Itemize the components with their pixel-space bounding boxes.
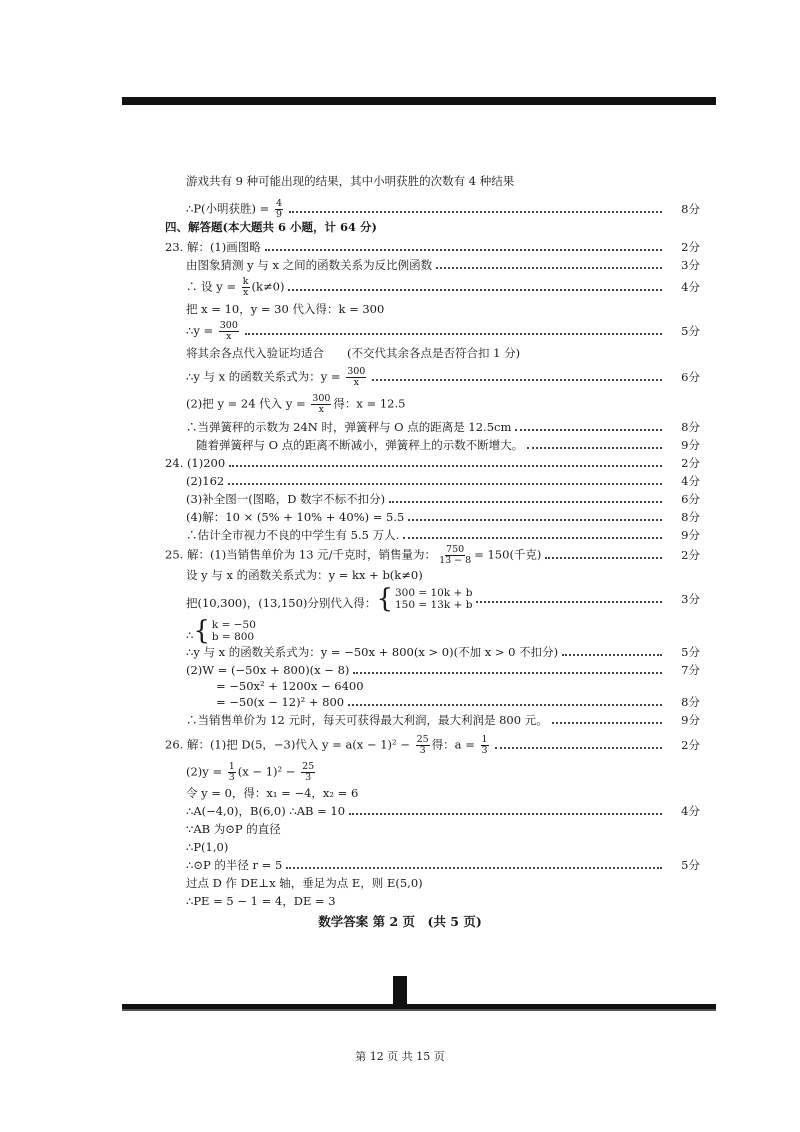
dot-leader [228, 482, 662, 485]
line-text [165, 735, 491, 756]
line-text: ∴当销售单价为 12 元时，每天可获得最大利润，最大利润是 800 元。 [186, 713, 548, 727]
score-mark: 8分 [681, 420, 700, 434]
answer-line [186, 584, 700, 614]
score-mark: 9分 [681, 528, 700, 542]
answer-line [165, 733, 700, 756]
score-mark: 8分 [681, 510, 700, 524]
text-line [186, 874, 700, 892]
equation-row: k = −50 [211, 619, 256, 631]
line-text: (2)162 [186, 474, 225, 488]
fraction [275, 199, 283, 220]
equation-stack [395, 587, 472, 611]
numerator: 25 [302, 760, 315, 772]
answer-line [186, 643, 700, 661]
text-part: = 150(千克) [474, 547, 542, 561]
dot-leader [286, 866, 662, 869]
answer-line [186, 472, 700, 490]
answer-line [186, 319, 700, 342]
dot-leader [265, 248, 662, 251]
text-line [186, 566, 700, 584]
score-mark: 4分 [681, 804, 700, 818]
section-heading [165, 218, 700, 236]
fraction [301, 762, 315, 783]
dot-leader [495, 746, 662, 749]
answer-line [216, 693, 700, 711]
numerator: 750 [446, 543, 465, 555]
dot-leader [353, 671, 662, 674]
text-line [186, 838, 700, 856]
line-text [186, 618, 256, 644]
text-part: (2)把 y = 24 代入 y = [186, 396, 310, 410]
fraction [219, 321, 239, 342]
answer-line [186, 418, 700, 436]
denominator: 3 [481, 744, 488, 756]
numerator: 25 [416, 733, 429, 745]
equation-row: 150 = 13k + b [394, 599, 473, 611]
equation-system [193, 618, 256, 644]
text-part: (2)y = [186, 764, 226, 778]
text-part: ∴P(小明获胜) = [186, 201, 273, 215]
page-footer-title: 数学答案 第 2 页 (共 5 页) [318, 914, 482, 929]
line-text: (2)W = (−50x + 800)(x − 8) [186, 663, 350, 677]
text-part: (k≠0) [251, 279, 285, 293]
numerator: 300 [347, 365, 366, 377]
answer-line [186, 365, 700, 388]
numerator: 300 [219, 319, 238, 331]
line-text: (4)解：10 × (5% + 10% + 40%) = 5.5 [186, 510, 405, 524]
fraction [438, 545, 472, 566]
dot-leader [403, 536, 662, 539]
numerator: 1 [228, 760, 235, 772]
text-part: ∴y 与 x 的函数关系式为：y = [186, 369, 345, 383]
score-mark: 4分 [681, 280, 700, 294]
answer-line [165, 238, 700, 256]
text-part: 25. 解：(1)当销售单价为 13 元/千克时，销售量为： [165, 547, 437, 561]
equation-stack [212, 619, 256, 643]
line-text [186, 199, 285, 220]
fraction [311, 394, 331, 415]
line-text: ∴PE = 5 − 1 = 4，DE = 3 [186, 894, 336, 908]
line-text: ∴当弹簧秤的示数为 24N 时，弹簧秤与 O 点的距离是 12.5cm [186, 420, 512, 434]
denominator: 9 [275, 208, 283, 220]
text-part: 把(10,300)，(13,150)分别代入得： [186, 596, 377, 610]
text-line [186, 784, 700, 802]
dot-leader [545, 556, 662, 559]
dot-leader [288, 288, 662, 291]
line-text: 设 y 与 x 的函数关系式为：y = kx + b(k≠0) [186, 568, 423, 582]
equation-row: b = 800 [211, 631, 255, 643]
answer-line [186, 256, 700, 274]
answer-line [186, 802, 700, 820]
dot-leader [552, 721, 662, 724]
top-rule [122, 97, 716, 105]
line-text: 将其余各点代入验证均适合 (不交代其余各点是否符合扣 1 分) [186, 346, 521, 360]
answer-line [165, 454, 700, 472]
dot-leader [515, 428, 662, 431]
dot-leader [229, 464, 662, 467]
denominator: 3 [305, 771, 312, 783]
fraction [228, 762, 236, 783]
dot-leader [527, 446, 662, 449]
line-text [186, 321, 241, 342]
text-line [186, 760, 700, 783]
text-line [186, 392, 700, 415]
line-text: ∴估计全市视力不良的中学生有 5.5 万人. [186, 528, 400, 542]
text-part: 26. 解：(1)把 D(5，−3)代入 y = a(x − 1)² − [165, 737, 414, 751]
text-part: 得：x = 12.5 [333, 396, 406, 410]
line-text [186, 277, 284, 298]
score-mark: 2分 [681, 738, 700, 752]
dot-leader [349, 812, 662, 815]
brace-symbol: { [376, 584, 393, 614]
denominator: 3 [228, 771, 235, 783]
brace-symbol: { [193, 616, 210, 646]
dot-leader [436, 266, 662, 269]
line-text: 令 y = 0，得：x₁ = −4，x₂ = 6 [186, 786, 359, 800]
score-mark: 9分 [681, 713, 700, 727]
fraction [242, 277, 250, 298]
answer-line [186, 856, 700, 874]
denominator: x [318, 403, 325, 415]
line-text: 四、解答题(本大题共 6 小题，计 64 分) [165, 220, 377, 234]
bottom-rule-shadow [122, 1009, 716, 1011]
numerator: k [242, 275, 249, 287]
denominator: x [226, 330, 232, 342]
line-text: 过点 D 作 DE⊥x 轴，垂足为点 E，则 E(5,0) [186, 876, 423, 890]
fraction [416, 735, 430, 756]
denominator: 3 [419, 744, 426, 756]
denominator: x [242, 286, 249, 298]
score-mark: 8分 [681, 202, 700, 216]
dot-leader [348, 703, 662, 706]
line-text [186, 394, 405, 415]
answer-line [186, 197, 700, 220]
line-text: = −50(x − 12)² + 800 [216, 695, 345, 709]
numerator: 300 [312, 392, 331, 404]
line-text: 23. 解：(1)画图略 [165, 240, 261, 254]
score-mark: 2分 [681, 548, 700, 562]
score-mark: 6分 [681, 370, 700, 384]
score-mark: 5分 [681, 858, 700, 872]
line-text [186, 762, 317, 783]
line-text: 把 x = 10，y = 30 代入得：k = 300 [186, 302, 385, 316]
line-text [165, 545, 541, 566]
line-text: 24. (1)200 [165, 456, 226, 470]
line-text: ∴y 与 x 的函数关系式为：y = −50x + 800(x > 0)(不加 x > 0 不扣分) [186, 645, 559, 659]
score-mark: 6分 [681, 492, 700, 506]
fraction [481, 735, 489, 756]
denominator: x [353, 376, 359, 388]
text-part: (x − 1)² − [237, 764, 300, 778]
score-mark: 5分 [681, 645, 700, 659]
binding-mark [393, 976, 407, 1006]
text-line [186, 300, 700, 318]
answer-line [165, 543, 700, 566]
score-mark: 3分 [681, 592, 700, 606]
score-mark: 9分 [681, 438, 700, 452]
denominator: 13 − 8 [439, 554, 472, 566]
line-text: ∴A(−4,0)，B(6,0) ∴AB = 10 [186, 804, 346, 818]
line-text [186, 367, 368, 388]
line-text: = −50x² + 1200x − 6400 [216, 679, 364, 693]
answer-line [196, 436, 700, 454]
line-text: 由图象猜测 y 与 x 之间的函数关系为反比例函数 [186, 258, 433, 272]
equation-system [376, 586, 472, 612]
line-text: 游戏共有 9 种可能出现的结果，其中小明获胜的次数有 4 种结果 [186, 174, 515, 188]
line-text: ∴⊙P 的半径 r = 5 [186, 858, 283, 872]
score-mark: 3分 [681, 258, 700, 272]
dot-leader [476, 600, 662, 603]
dot-leader [372, 378, 662, 381]
equation-row: 300 = 10k + b [394, 587, 473, 599]
text-part: ∴y = [186, 323, 217, 337]
text-line [186, 616, 700, 646]
line-text: 随着弹簧秤与 O 点的距离不断减小，弹簧秤上的示数不断增大。 [196, 438, 524, 452]
answer-line [186, 711, 700, 729]
score-mark: 7分 [681, 663, 700, 677]
text-part: ∴ [186, 628, 194, 642]
dot-leader [562, 653, 662, 656]
text-line [186, 820, 700, 838]
score-mark: 5分 [681, 324, 700, 338]
fraction [346, 367, 366, 388]
text-part: ∴ 设 y = [186, 279, 240, 293]
text-line [186, 344, 700, 362]
line-text: ∵AB 为⊙P 的直径 [186, 822, 281, 836]
line-text: ∴P(1,0) [186, 840, 229, 854]
dot-leader [408, 518, 662, 521]
answer-line [186, 275, 700, 298]
line-text: (3)补全图一(图略，D 数字不标不扣分) [186, 492, 386, 506]
dot-leader [289, 210, 662, 213]
dot-leader [245, 332, 662, 335]
numerator: 4 [275, 197, 283, 209]
answer-line [186, 526, 700, 544]
score-mark: 2分 [681, 240, 700, 254]
answer-line [186, 490, 700, 508]
text-part: 得：a = [431, 737, 479, 751]
text-line [186, 892, 700, 910]
text-line [186, 172, 700, 190]
line-text [186, 586, 472, 612]
score-mark: 4分 [681, 474, 700, 488]
page-number: 第 12 页 共 15 页 [355, 1050, 445, 1063]
answer-line [186, 508, 700, 526]
score-mark: 8分 [681, 695, 700, 709]
score-mark: 2分 [681, 456, 700, 470]
numerator: 1 [481, 733, 488, 745]
dot-leader [389, 500, 662, 503]
